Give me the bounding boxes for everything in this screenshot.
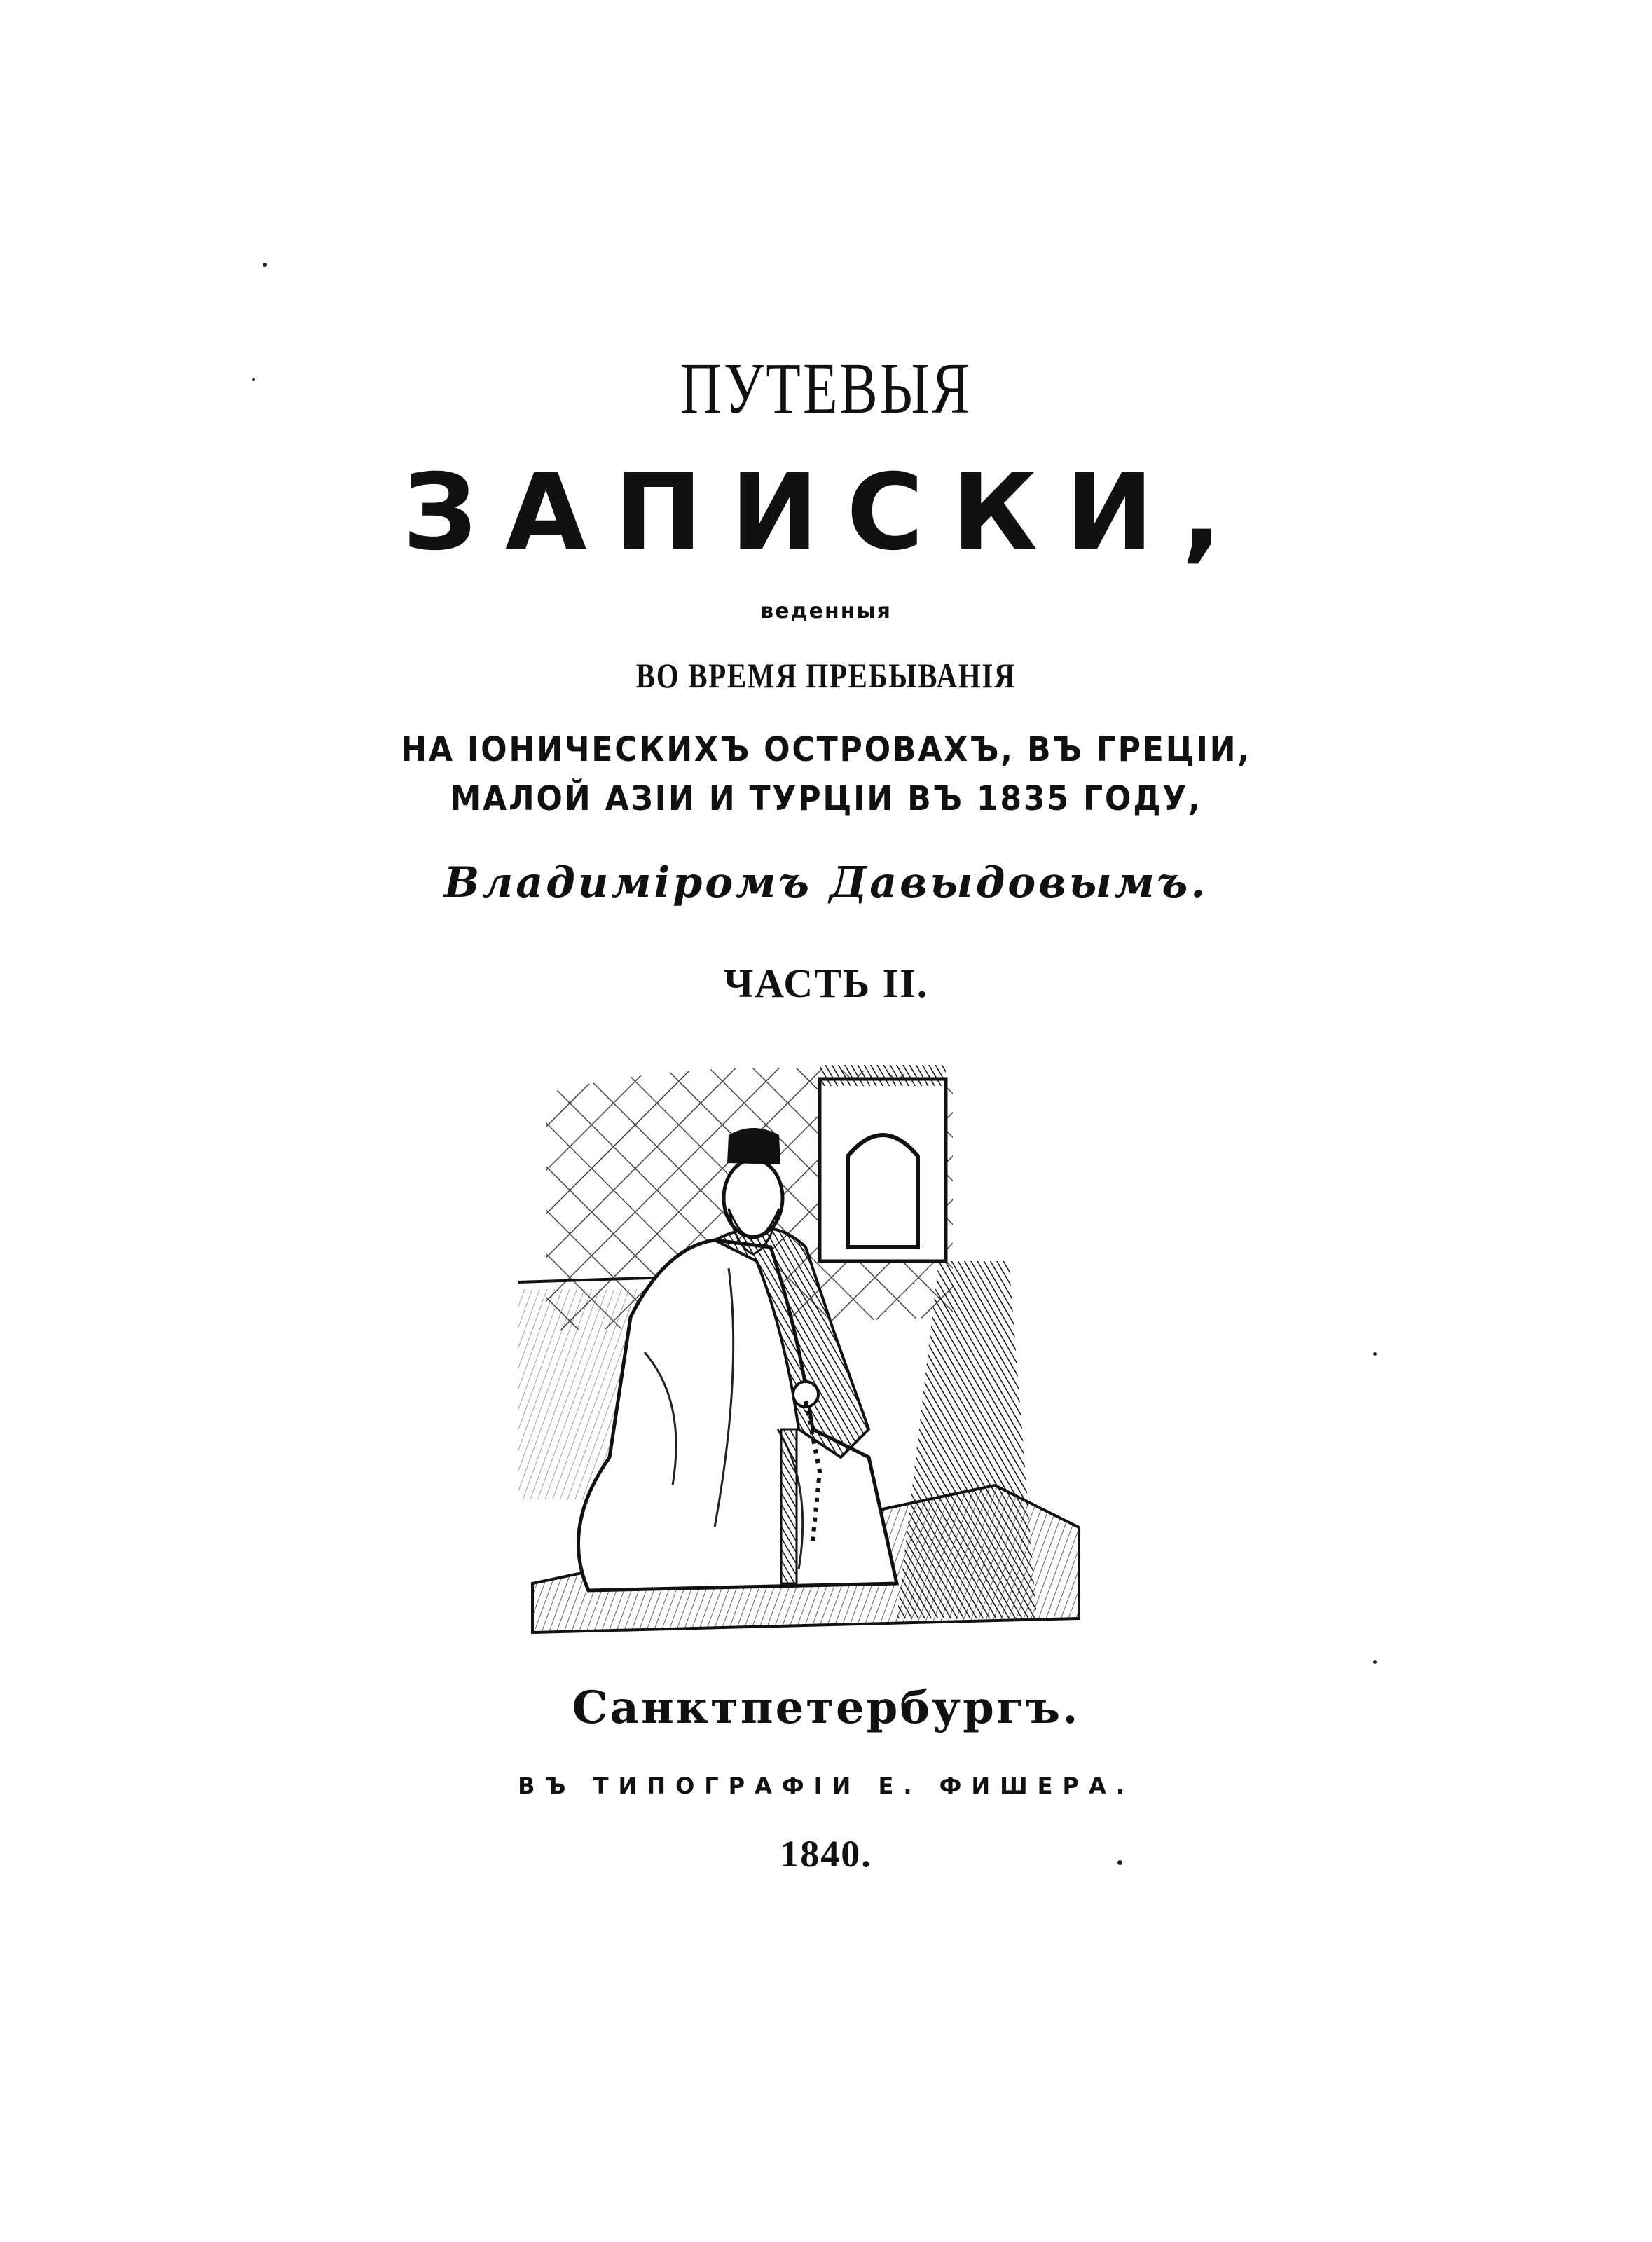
year-line: 1840.: [780, 1833, 872, 1875]
part-number: ЧАСТЬ II.: [723, 961, 929, 1006]
seated-elder-engraving-icon: [504, 1037, 1093, 1646]
author-line: Владимiромъ Давыдовымъ.: [443, 858, 1209, 907]
scan-speck: [252, 378, 255, 381]
title-line-1: ПУТЕВЫЯ: [680, 348, 972, 429]
city-line: Санктпетербургъ.: [572, 1682, 1080, 1734]
subtitle-line-2: ВО ВРЕМЯ ПРЕБЫВАНIЯ: [635, 656, 1017, 695]
scan-speck: [1117, 1860, 1122, 1865]
subtitle-line-4: МАЛОЙ АЗIИ И ТУРЦIИ ВЪ 1835 ГОДУ,: [450, 779, 1202, 818]
subtitle-line-1: веденныя: [760, 599, 892, 624]
printer-line: ВЪ ТИПОГРАФIИ Е. ФИШЕРА.: [518, 1773, 1134, 1799]
title-line-2: ЗАПИСКИ,: [402, 452, 1250, 574]
scan-speck: [1373, 1352, 1377, 1356]
scan-speck: [263, 263, 267, 267]
subtitle-line-3: НА IОНИЧЕСКИХЪ ОСТРОВАХЪ, ВЪ ГРЕЦIИ,: [401, 730, 1251, 769]
scan-speck: [1373, 1660, 1377, 1664]
